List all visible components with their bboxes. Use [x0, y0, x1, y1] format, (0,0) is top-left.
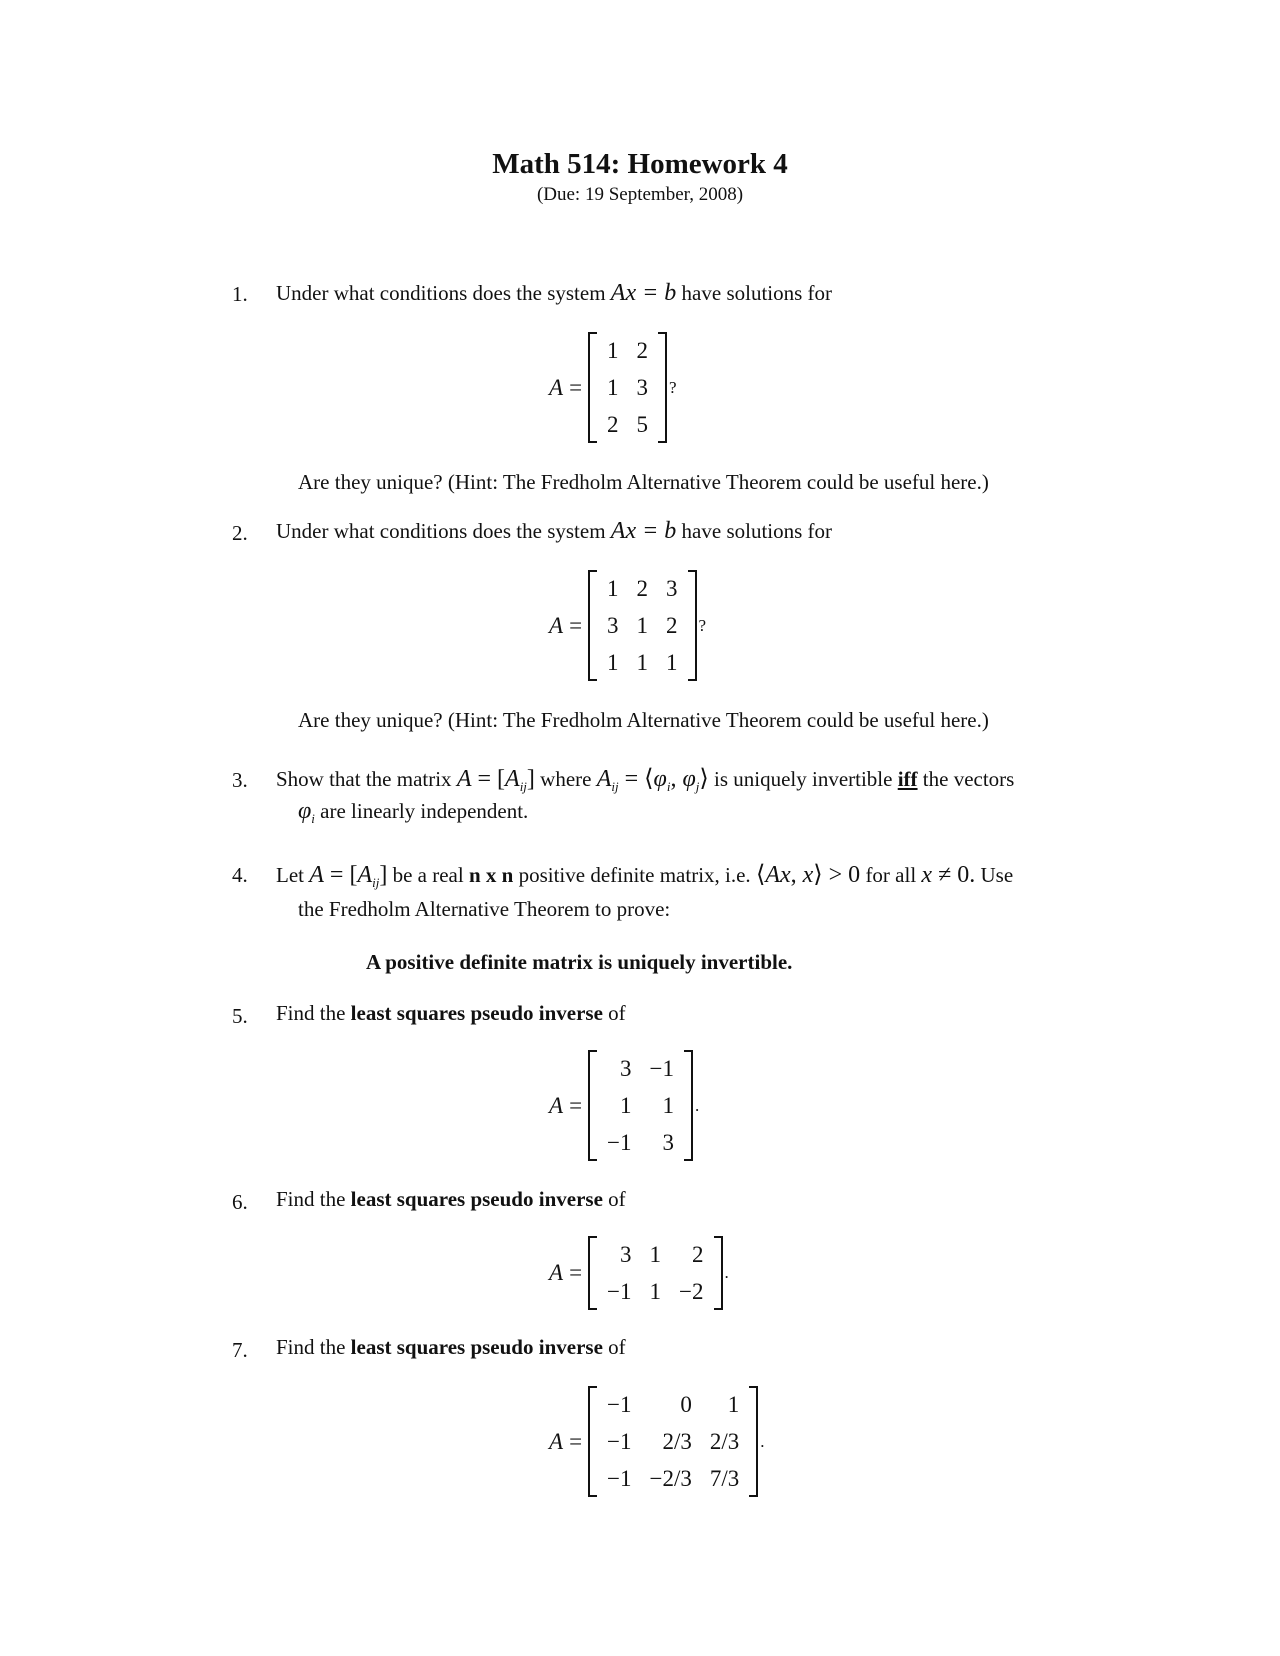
problem-1-prompt — [276, 280, 832, 307]
matrix-cell: 5 — [636, 411, 649, 437]
matrix-table — [598, 1050, 683, 1161]
matrix-row — [598, 607, 687, 644]
problem-3-text-b: where — [540, 767, 592, 791]
matrix-row — [598, 1050, 683, 1087]
matrix-row — [598, 1273, 712, 1310]
problem-7-matrix-block: A = −1 0 1 −1 2/3 2/3 −1 −2/3 7/3 . — [549, 1386, 765, 1497]
problem-2-matrix-tail: ? — [698, 615, 707, 635]
problem-3-text-a: Show that the matrix — [276, 767, 452, 791]
matrix-cell: 2 — [692, 1241, 704, 1267]
problem-6-matrix-block: A = 3 1 2 −1 1 −2 . — [549, 1236, 729, 1310]
problem-5-bold: least squares pseudo inverse — [350, 1001, 603, 1025]
matrix-cell: 1 — [636, 649, 649, 675]
problem-1-matrix — [588, 332, 667, 443]
problem-5-text-a: Find the — [276, 1001, 346, 1025]
problem-4-text-a: Let — [276, 863, 304, 887]
problem-6-bold: least squares pseudo inverse — [350, 1187, 603, 1211]
problem-5-matrix-label: A — [549, 1092, 564, 1118]
problem-3-line-1: Show that the matrix $A = [A_{ij}]$ where $A_{ij}$ = $⟨\varphi_i$, $\varphi_j⟩$ is uniquely invertible iff the vectors — [276, 766, 1015, 795]
problem-4-text-e: Use — [980, 863, 1014, 887]
matrix-cell: 1 — [607, 374, 619, 400]
problem-4-line-2: the Fredholm Alternative Theorem to prove: — [298, 897, 671, 921]
problem-2-matrix-label: A — [549, 612, 564, 638]
problem-2-matrix — [588, 570, 697, 681]
problem-7-bold: least squares pseudo inverse — [350, 1335, 603, 1359]
matrix-row — [598, 1386, 748, 1423]
problem-6-matrix — [588, 1236, 722, 1310]
problem-4-nxn: n x n — [468, 863, 514, 887]
matrix-table — [598, 570, 687, 681]
matrix-table — [598, 332, 657, 443]
problem-2-followup: Are they unique? (Hint: The Fredholm Alternative Theorem could be useful here.) — [298, 708, 989, 732]
matrix-cell: 3 — [620, 1055, 632, 1081]
problem-5-matrix — [588, 1050, 693, 1161]
matrix-cell: 2 — [607, 411, 619, 437]
matrix-cell: 1 — [649, 1241, 662, 1267]
matrix-row — [598, 369, 657, 406]
problem-6-matrix-tail: . — [724, 1263, 729, 1282]
phi-math: φ — [298, 798, 312, 824]
positivity-math: ⟨ — [755, 862, 766, 888]
matrix-cell: 2 — [666, 612, 678, 638]
problem-7-prompt — [276, 1335, 626, 1360]
matrix-cell: −1 — [607, 1278, 632, 1304]
matrix-cell: −2 — [679, 1278, 704, 1304]
problem-5-number: 5. — [232, 1004, 248, 1028]
matrix-row — [598, 1087, 683, 1124]
inner-product-math: A — [596, 766, 612, 792]
problem-2-text-b: have solutions for — [681, 519, 833, 543]
problem-7-matrix — [588, 1386, 758, 1497]
page-title: Math 514: Homework 4 — [492, 148, 788, 180]
matrix-definition-math: A — [456, 766, 472, 792]
matrix-table — [598, 1386, 748, 1497]
problem-2-prompt — [276, 518, 832, 545]
problem-7-matrix-tail: . — [760, 1431, 765, 1451]
matrix-row — [598, 406, 657, 443]
matrix-cell: 3 — [636, 374, 649, 400]
matrix-cell: 1 — [727, 1391, 740, 1417]
problem-1-number: 1. — [232, 282, 248, 306]
matrix-cell: 3 — [607, 612, 619, 638]
problem-6-number: 6. — [232, 1190, 248, 1214]
matrix-cell: 7/3 — [709, 1465, 740, 1491]
matrix-cell: 1 — [607, 649, 619, 675]
matrix-cell: 3 — [666, 575, 678, 601]
matrix-cell: 3 — [620, 1241, 632, 1267]
matrix-cell: 3 — [662, 1129, 675, 1155]
problem-4-line-1: Let $A = [A_{ij}]$ be a real n x n positive definite matrix, i.e. ⟨Ax, x⟩ > 0 for all x ≠ 0. Use — [276, 862, 1014, 891]
problem-7-text-a: Find the — [276, 1335, 346, 1359]
matrix-cell: −1 — [649, 1055, 675, 1081]
problem-4-statement: A positive definite matrix is uniquely invertible. — [366, 950, 793, 974]
problem-2-equation: Ax = b — [610, 518, 677, 544]
matrix-cell: −1 — [607, 1129, 632, 1155]
problem-2-text-a: Under what conditions does the system — [276, 519, 606, 543]
problem-5-matrix-block: A = 3 −1 1 1 −1 3 . — [549, 1050, 699, 1161]
problem-4-text-d: for all — [865, 863, 917, 887]
matrix-cell: 2 — [636, 575, 649, 601]
matrix-cell: 1 — [607, 337, 619, 363]
nonzero-math: x — [921, 862, 933, 888]
problem-6-text-b: of — [608, 1187, 626, 1211]
problem-7-matrix-label: A — [549, 1428, 564, 1454]
matrix-cell: 2/3 — [709, 1428, 740, 1454]
matrix-cell: 1 — [607, 575, 619, 601]
matrix-row — [598, 570, 687, 607]
matrix-cell: 2 — [636, 337, 649, 363]
problem-1-followup: Are they unique? (Hint: The Fredholm Alternative Theorem could be useful here.) — [298, 470, 989, 494]
due-date: (Due: 19 September, 2008) — [536, 184, 744, 205]
problem-7-number: 7. — [232, 1338, 248, 1362]
problem-1-matrix-tail: ? — [669, 377, 677, 397]
matrix-table — [598, 1236, 712, 1310]
problem-4-text-b: be a real — [392, 863, 464, 887]
problem-3-text-d: the vectors — [922, 767, 1015, 791]
problem-2-matrix-block: A = 1 2 3 3 1 2 1 1 1 ? — [549, 570, 706, 681]
problem-5-text-b: of — [608, 1001, 626, 1025]
problem-1-matrix-label: A — [549, 374, 564, 400]
problem-5-prompt — [276, 1001, 626, 1026]
problem-1-text-b: have solutions for — [681, 281, 833, 305]
matrix-cell: 1 — [666, 649, 678, 675]
problem-6-prompt — [276, 1187, 626, 1212]
problem-3-line-2: $\varphi_i$ are linearly independent. — [298, 798, 529, 827]
problem-2-number: 2. — [232, 521, 248, 545]
problem-4-text-c: positive definite matrix, i.e. — [518, 863, 751, 887]
problem-7-text-b: of — [608, 1335, 626, 1359]
problem-5-matrix-tail: . — [695, 1095, 700, 1115]
problem-6-text-a: Find the — [276, 1187, 346, 1211]
problem-3-iff: iff — [897, 767, 918, 791]
problem-1-matrix-block: A = 1 2 1 3 2 5 ? — [549, 332, 677, 443]
matrix-row — [598, 1124, 683, 1161]
matrix-row — [598, 332, 657, 369]
matrix-cell: 1 — [649, 1278, 662, 1304]
problem-3-number: 3. — [232, 768, 248, 792]
problem-1-equation: Ax = b — [610, 280, 677, 306]
problem-3-text-e: are linearly independent. — [320, 799, 529, 823]
problem-3-text-c: is uniquely invertible — [713, 767, 893, 791]
matrix-cell: 2/3 — [662, 1428, 692, 1454]
matrix-cell: −1 — [607, 1391, 632, 1417]
problem-1-text-a: Under what conditions does the system — [276, 281, 606, 305]
problem-4-number: 4. — [232, 863, 248, 887]
matrix-cell: −2/3 — [649, 1465, 692, 1491]
matrix-row — [598, 1460, 748, 1497]
matrix-row — [598, 1423, 748, 1460]
problem-6-matrix-label: A — [549, 1260, 564, 1285]
matrix-cell: 1 — [662, 1092, 675, 1118]
matrix-row — [598, 1236, 712, 1273]
matrix-cell: −1 — [607, 1428, 632, 1454]
matrix-definition-math: A — [309, 862, 324, 888]
matrix-cell: 0 — [680, 1391, 692, 1417]
matrix-row — [598, 644, 687, 681]
matrix-cell: 1 — [620, 1092, 632, 1118]
matrix-cell: 1 — [636, 612, 649, 638]
matrix-cell: −1 — [607, 1465, 632, 1491]
